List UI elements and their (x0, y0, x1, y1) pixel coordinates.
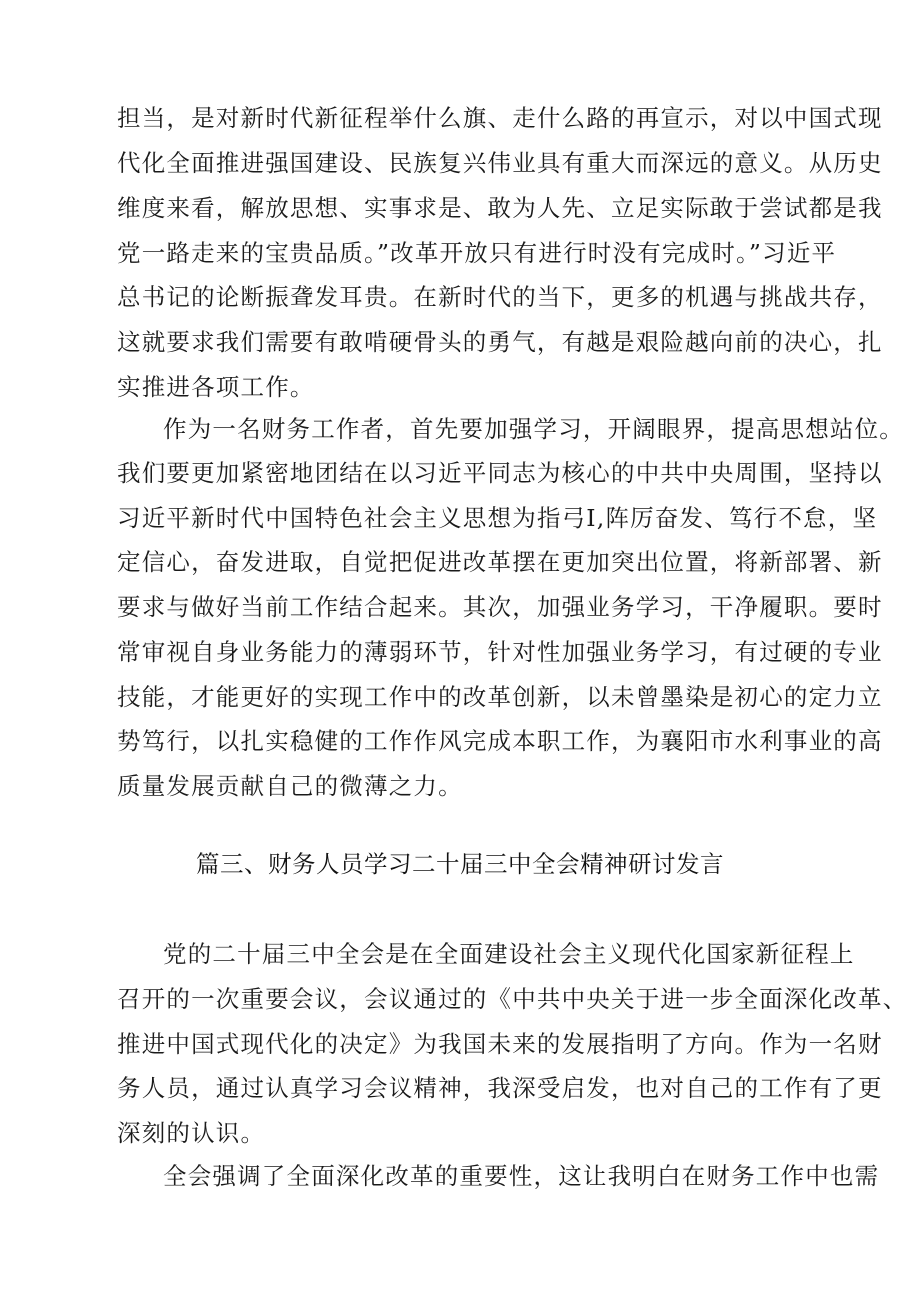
text-line: 担当，是对新时代新征程举什么旗、走什么路的再宣示，对以中国式现 (117, 104, 883, 132)
text-line: 党一路走来的宝贵品质。”改革开放只有进行时没有完成时。”习近平 (117, 239, 837, 267)
text-line: 全会强调了全面深化改革的重要性，这让我明白在财务工作中也需 (163, 1162, 880, 1190)
text-line: 总书记的论断振聋发耳贵。在新时代的当下，更多的机遇与挑战共存， (117, 283, 883, 311)
text-line: 质量发展贡献自己的微薄之力。 (117, 772, 463, 800)
text-line: 技能，才能更好的实现工作中的改革创新，以未曾墨染是初心的定力立 (117, 683, 883, 711)
text-line: 务人员，通过认真学习会议精神，我深受启发，也对自己的工作有了更 (117, 1074, 883, 1102)
text-line: 习近平新时代中国特色社会主义思想为指弓I,阵厉奋发、笃行不怠，坚 (117, 504, 878, 532)
text-line: 要求与做好当前工作结合起来。其次，加强业务学习，干净履职。要时 (117, 593, 883, 621)
text-line: 实推进各项工作。 (117, 373, 315, 401)
text-line: 定信心，奋发进取，自觉把促进改革摆在更加突出位置，将新部署、新 (117, 548, 883, 576)
text-line: 召开的一次重要会议，会议通过的《中共中央关于进一步全面深化改革、 (117, 985, 908, 1013)
text-line: 势笃行，以扎实稳健的工作作风完成本职工作，为襄阳市水利事业的高 (117, 727, 883, 755)
text-line: 我们要更加紧密地团结在以习近平同志为核心的中共中央周围，坚持以 (117, 459, 883, 487)
text-line: 这就要求我们需要有敢啃硬骨头的勇气，有越是艰险越向前的决心，扎 (117, 328, 883, 356)
text-line: 推进中国式现代化的决定》为我国未来的发展指明了方向。作为一名财 (117, 1030, 883, 1058)
text-line: 深刻的认识。 (117, 1119, 266, 1147)
text-line: 党的二十届三中全会是在全面建设社会主义现代化国家新征程上 (163, 940, 855, 968)
text-line: 作为一名财务工作者，首先要加强学习，开阔眼界，提高思想站位。 (163, 415, 904, 443)
section-heading: 篇三、财务人员学习二十届三中全会精神研讨发言 (196, 850, 724, 878)
text-line: 代化全面推进强国建设、民族复兴伟业具有重大而深远的意义。从历史 (117, 149, 883, 177)
text-line: 常审视自身业务能力的薄弱环节，针对性加强业务学习，有过硬的专业 (117, 638, 883, 666)
text-line: 维度来看，解放思想、实事求是、敢为人先、立足实际敢于尝试都是我 (117, 194, 883, 222)
